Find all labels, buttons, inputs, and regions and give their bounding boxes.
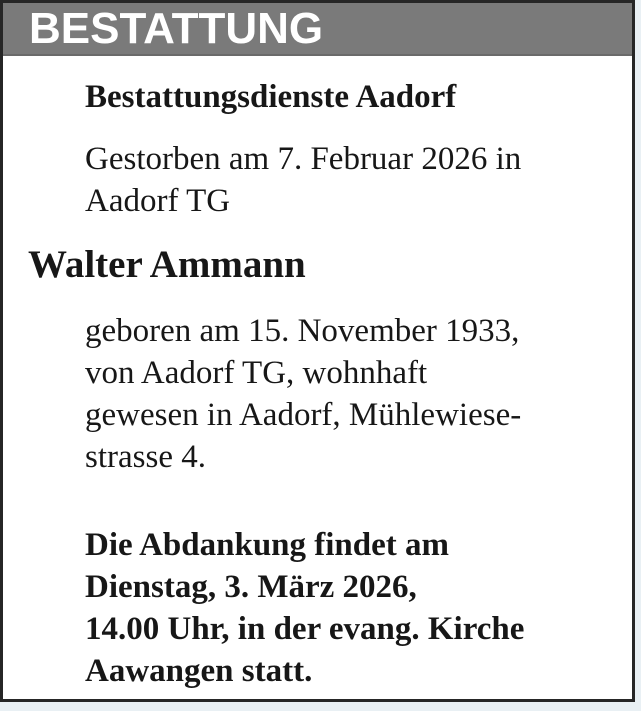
birth-residence-line: geboren am 15. November 1933, xyxy=(85,313,520,349)
deceased-name: Walter Ammann xyxy=(28,243,306,286)
notice-header-bar xyxy=(3,3,632,56)
birth-residence-line: gewesen in Aadorf, Mühlewiese- xyxy=(85,397,522,433)
notice-category-title: BESTATTUNG xyxy=(29,4,324,53)
death-info-line: Gestorben am 7. Februar 2026 in xyxy=(85,141,522,177)
death-info-paragraph xyxy=(3,138,632,222)
funeral-service-line: Aawangen statt. xyxy=(85,653,313,689)
funeral-service-line: Die Abdankung findet am xyxy=(85,527,450,563)
birth-residence-line: von Aadorf TG, wohnhaft xyxy=(85,355,428,391)
notice-body xyxy=(3,76,632,692)
funeral-home-name: Bestattungsdienste Aadorf xyxy=(85,79,457,115)
birth-residence-paragraph xyxy=(3,310,632,478)
funeral-service-line: 14.00 Uhr, in der evang. Kirche xyxy=(85,611,525,647)
death-info-line: Aadorf TG xyxy=(85,183,231,219)
funeral-service-line: Dienstag, 3. März 2026, xyxy=(85,569,417,605)
funeral-service-paragraph xyxy=(3,524,632,692)
birth-residence-line: strasse 4. xyxy=(85,439,206,475)
